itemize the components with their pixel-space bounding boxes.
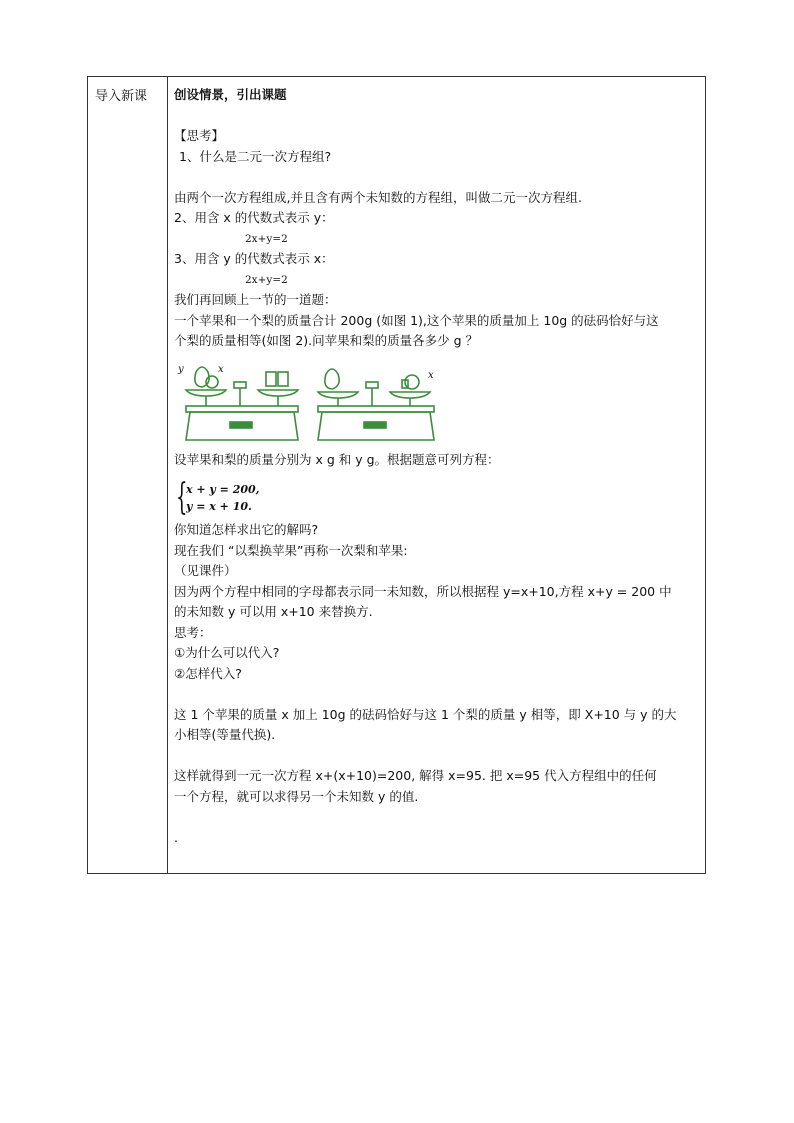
- reason-line-1: 因为两个方程中相同的字母都表示同一未知数，所以根据程 y=x+10,方程 x+y = 200 中: [174, 583, 672, 599]
- fig2-right-label: x: [428, 369, 434, 381]
- courseware-line: （见课件）: [174, 563, 237, 578]
- consider-2: ②怎样代入?: [174, 665, 242, 681]
- think-title: 【思考】: [174, 128, 225, 143]
- balance-scale-figure-2: [312, 360, 442, 446]
- equation-system: [174, 477, 700, 518]
- fig1-right-label: x: [218, 363, 224, 375]
- problem-line-2: 个梨的质量相等(如图 2).问苹果和梨的质量各多少 g ？: [174, 333, 479, 348]
- balance-scale-figure: [176, 360, 700, 446]
- lesson-heading: 创设情景，引出课题: [174, 87, 287, 102]
- question-3: 3、用含 y 的代数式表示 x：: [174, 251, 334, 266]
- equation-2: y = x + 10.: [186, 500, 252, 513]
- setup-line: 设苹果和梨的质量分别为 x g 和 y g。根据题意可列方程：: [174, 451, 500, 467]
- think2-title: 思考：: [174, 624, 212, 640]
- section-label: 导入新课: [95, 89, 148, 104]
- explain-line-1: 这 1 个苹果的质量 x 加上 10g 的砝码恰好与这 1 个梨的质量 y 相等，即 X+10 与 y 的大: [174, 706, 677, 722]
- system-brace: {: [176, 477, 188, 518]
- consider-1: ①为什么可以代入?: [174, 645, 280, 660]
- ask-line: 你知道怎样求出它的解吗?: [174, 522, 319, 537]
- question-2: 2、用含 x 的代数式表示 y：: [174, 210, 334, 225]
- equation-1: x + y = 200,: [186, 483, 260, 496]
- result-line-1: 这样就得到一元一次方程 x+(x+10)=200, 解得 x=95. 把 x=95 代入方程组中的任何: [174, 768, 657, 783]
- answer-1: 由两个一次方程组成,并且含有两个未知数的方程组，叫做二元一次方程组.: [174, 189, 582, 205]
- question-1: 1、什么是二元一次方程组?: [179, 148, 332, 164]
- review-line: 我们再回顾上一节的一道题：: [174, 292, 337, 307]
- fig1-left-label: y: [178, 363, 184, 375]
- result-line-2: 一个方程，就可以求得另一个未知数 y 的值.: [174, 788, 419, 804]
- column-divider: [167, 77, 168, 873]
- lesson-content: [174, 85, 700, 848]
- end-mark: .: [174, 829, 178, 845]
- reason-line-2: 的未知数 y 可以用 x+10 来替换方.: [174, 604, 373, 619]
- question-2-equation: 2x+y=2: [245, 232, 288, 245]
- now-line: 现在我们 “以梨换苹果”再称一次梨和苹果:: [174, 542, 408, 558]
- explain-line-2: 小相等(等量代换).: [174, 727, 276, 742]
- problem-line-1: 一个苹果和一个梨的质量合计 200g (如图 1),这个苹果的质量加上 10g 的砝码恰好与这: [174, 312, 659, 328]
- lesson-table: [87, 76, 706, 874]
- question-3-equation: 2x+y=2: [245, 273, 288, 286]
- balance-scale-figure-1: [176, 360, 306, 446]
